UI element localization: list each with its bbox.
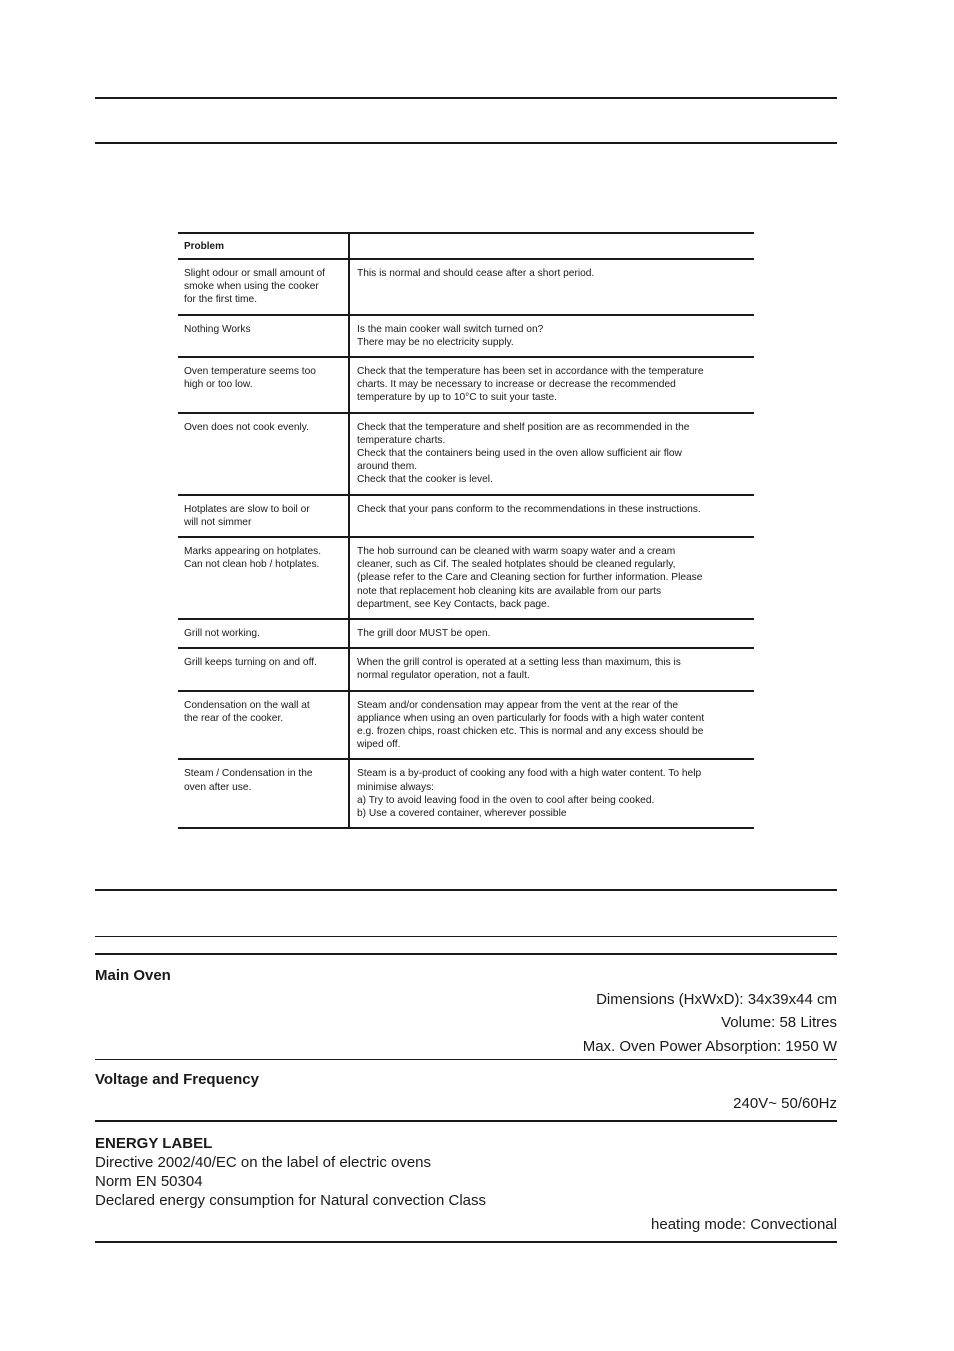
solution-cell [349, 495, 754, 537]
table-row [178, 495, 754, 537]
problem-cell [178, 648, 349, 690]
solution-cell [349, 759, 754, 828]
solution-text: e.g. frozen chips, roast chicken etc. This is normal and any excess should be [357, 726, 704, 738]
problem-text: Marks appearing on hotplates. [184, 546, 322, 558]
problem-text: smoke when using the cooker [184, 281, 319, 293]
problem-text: Slight odour or small amount of [184, 268, 325, 279]
problem-text: Can not clean hob / hotplates. [184, 559, 320, 571]
table-row [178, 648, 754, 690]
solution-text: When the grill control is operated at a setting less than maximum, this is [357, 657, 681, 669]
table-row [178, 357, 754, 413]
voltage-value: 240V~ 50/60Hz [733, 1095, 837, 1112]
problem-text: will not simmer [184, 516, 252, 528]
solution-text: There may be no electricity supply. [357, 336, 514, 348]
section-rule-3 [95, 953, 837, 955]
energy-label-heading: ENERGY LABEL [95, 1135, 213, 1152]
energy-norm: Norm EN 50304 [95, 1173, 203, 1190]
problem-cell [178, 619, 349, 648]
table-row [178, 537, 754, 619]
spec-rule-2 [95, 1120, 837, 1122]
problem-text: Steam / Condensation in the [184, 768, 313, 780]
solution-text: The hob surround can be cleaned with warm soapy water and a cream [357, 546, 676, 558]
table-row [178, 691, 754, 760]
oven-volume: Volume: 58 Litres [721, 1014, 837, 1031]
table-row [178, 619, 754, 648]
main-oven-heading: Main Oven [95, 967, 171, 984]
solution-text: normal regulator operation, not a fault. [357, 670, 530, 682]
table-header-row [178, 233, 754, 259]
solution-text: Steam and/or condensation may appear from the vent at the rear of the [357, 699, 679, 711]
problem-text: oven after use. [184, 781, 252, 793]
voltage-heading: Voltage and Frequency [95, 1071, 259, 1088]
solution-text: Steam is a by-product of cooking any food with a high water content. To help [357, 768, 702, 780]
solution-text: minimise always: [357, 781, 434, 793]
spec-rule-1 [95, 1059, 837, 1060]
solution-text: This is normal and should cease after a short period. [357, 268, 595, 279]
bottom-rule [95, 1241, 837, 1243]
problem-text: Grill keeps turning on and off. [184, 657, 317, 669]
solution-text: Check that the containers being used in the oven allow sufficient air flow [357, 448, 682, 460]
header-problem: Problem [178, 233, 349, 259]
table-row [178, 413, 754, 495]
top-rule-1 [95, 97, 837, 99]
solution-cell [349, 537, 754, 619]
solution-text: temperature charts. [357, 434, 446, 446]
problem-text: Oven temperature seems too [184, 366, 316, 378]
problem-cell [178, 357, 349, 413]
solution-text: Check that your pans conform to the recommendations in these instructions. [357, 503, 701, 515]
solution-text: b) Use a covered container, wherever possible [357, 808, 567, 820]
energy-declared: Declared energy consumption for Natural convection Class [95, 1192, 487, 1209]
solution-text: The grill door MUST be open. [357, 628, 491, 640]
solution-cell [349, 413, 754, 495]
solution-cell [349, 619, 754, 648]
solution-text: Is the main cooker wall switch turned on? [357, 323, 544, 335]
header-solution [349, 233, 754, 259]
solution-text: a) Try to avoid leaving food in the oven to cool after being cooked. [357, 794, 655, 806]
problem-cell [178, 759, 349, 828]
solution-text: temperature by up to 10°C to suit your taste. [357, 392, 558, 404]
table-row [178, 315, 754, 357]
problem-cell [178, 495, 349, 537]
solution-text: Check that the temperature and shelf position are as recommended in the [357, 421, 690, 433]
problem-text: high or too low. [184, 379, 253, 391]
problem-text: for the first time. [184, 294, 258, 306]
problem-text: the rear of the cooker. [184, 712, 284, 724]
problem-text: Oven does not cook evenly. [184, 421, 309, 433]
solution-cell [349, 315, 754, 357]
solution-cell [349, 357, 754, 413]
section-rule-2 [95, 936, 837, 937]
heating-mode: heating mode: Convectional [651, 1216, 837, 1233]
problem-text: Hotplates are slow to boil or [184, 503, 310, 515]
solution-cell [349, 259, 754, 315]
solution-text: department, see Key Contacts, back page. [357, 598, 550, 610]
table-row [178, 759, 754, 828]
solution-cell [349, 648, 754, 690]
problem-cell [178, 259, 349, 315]
oven-power: Max. Oven Power Absorption: 1950 W [582, 1038, 837, 1055]
section-rule-1 [95, 889, 837, 891]
oven-dimensions: Dimensions (HxWxD): 34x39x44 cm [596, 991, 837, 1008]
solution-text: charts. It may be necessary to increase or decrease the recommended [357, 379, 676, 391]
problem-text: Nothing Works [184, 323, 251, 335]
solution-text: cleaner, such as Cif. The sealed hotplates should be cleaned regularly, [357, 559, 676, 571]
solution-cell [349, 691, 754, 760]
problem-cell [178, 413, 349, 495]
problem-text: Condensation on the wall at [184, 699, 310, 711]
table-row [178, 259, 754, 315]
problem-cell [178, 691, 349, 760]
solution-text: wiped off. [357, 739, 401, 751]
troubleshooting-table [178, 232, 754, 829]
energy-directive: Directive 2002/40/EC on the label of electric ovens [95, 1154, 432, 1171]
solution-text: (please refer to the Care and Cleaning section for further information. Please [357, 572, 703, 584]
top-rule-2 [95, 142, 837, 144]
solution-text: Check that the cooker is level. [357, 474, 493, 486]
solution-text: appliance when using an oven particularly for foods with a high water content [357, 712, 705, 724]
solution-text: around them. [357, 461, 418, 473]
problem-cell [178, 315, 349, 357]
problem-text: Grill not working. [184, 628, 260, 640]
problem-cell [178, 537, 349, 619]
solution-text: note that replacement hob cleaning kits are available from our parts [357, 585, 662, 597]
solution-text: Check that the temperature has been set in accordance with the temperature [357, 366, 704, 378]
